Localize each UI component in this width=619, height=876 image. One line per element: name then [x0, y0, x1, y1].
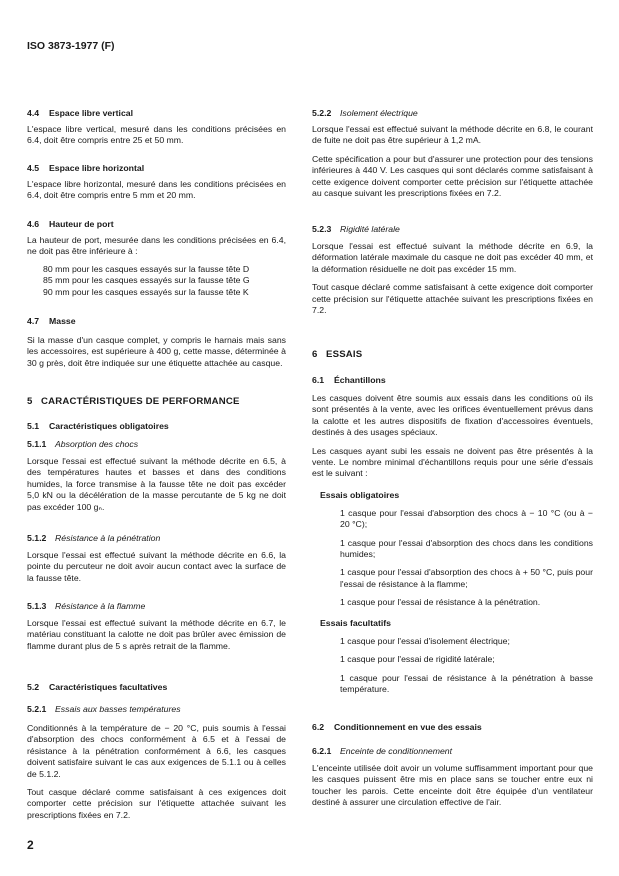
paragraph: Conditionnés à la température de − 20 °C, puis soumis à l'essai d'absorption des chocs conformément à 6.5 et à l'essai de résistance à la pénétration conformément à 6.6, les casques doivent satisfaire suivant le cas aux exigences de 5.1.1 ou à celles de 5.1.2. [27, 723, 286, 779]
section-5-1-2 [27, 533, 286, 584]
section-number: 5.1.2 [27, 533, 47, 543]
section-5-1-1 [27, 439, 286, 513]
section-number: 4.7 [27, 316, 40, 326]
section-title: Isolement électrique [340, 108, 418, 118]
section-number: 4.6 [27, 219, 40, 229]
paragraph: Tout casque déclaré comme satisfaisant à ces exigences doit comporter cette précision sur l'étiquette attachée suivant les prescriptions fixées en 7.2. [27, 787, 286, 820]
section-5-2-1 [27, 704, 286, 821]
section-4-7 [27, 316, 286, 369]
section-4-5 [27, 163, 286, 202]
list-item: 1 casque pour l'essai d'absorption des chocs dans les conditions humides; [340, 537, 593, 560]
section-title: Rigidité latérale [340, 224, 400, 234]
section-number: 5 [27, 396, 33, 407]
list-item: 1 casque pour l'essai d'isolement électrique; [340, 635, 510, 646]
section-title: Absorption des chocs [55, 439, 139, 449]
paragraph: L'enceinte utilisée doit avoir un volume suffisamment important pour que les casques puissent être mis en place sans se toucher entre eux ni toucher les parois. Cette enceinte doit être équipée d'un ventilateur destiné à assurer une circulation effective de l'air. [312, 763, 593, 808]
subheading-mandatory: Essais obligatoires [320, 489, 400, 500]
section-number: 5.2 [27, 682, 40, 692]
list-item: 85 mm pour les casques essayés sur la fausse tête G [43, 275, 250, 286]
section-number: 5.2.1 [27, 704, 47, 714]
section-title: Échantillons [334, 375, 386, 385]
section-number: 4.5 [27, 163, 40, 173]
section-title: Espace libre horizontal [49, 163, 145, 173]
section-5-1-3 [27, 601, 286, 652]
section-6-2-1 [312, 746, 593, 809]
list-item: 1 casque pour l'essai d'absorption des chocs à − 10 °C (ou à − 20 °C); [340, 507, 593, 530]
section-5-2-2 [312, 108, 593, 199]
section-number: 6.2 [312, 722, 325, 732]
list-item: 1 casque pour l'essai d'absorption des chocs à + 50 °C, puis pour l'essai de résistance à la flamme; [340, 567, 593, 589]
section-4-4 [27, 108, 286, 147]
section-title: Espace libre vertical [49, 108, 134, 118]
section-6 [312, 349, 593, 360]
paragraph: Lorsque l'essai est effectué suivant la méthode décrite en 6.6, la pointe du percuteur ne doit avoir aucun contact avec la surface de la fausse tête. [27, 550, 286, 583]
section-4-6 [27, 219, 286, 298]
paragraph: L'espace libre horizontal, mesuré dans les conditions précisées en 6.4, doit être compris entre 5 mm et 20 mm. [27, 179, 286, 201]
paragraph: Lorsque l'essai est effectué suivant la méthode décrite en 6.7, le matériau constituant la calotte ne doit pas brûler avec émission de flamme durant plus de 5 s après retrait de la flamme. [27, 618, 286, 651]
section-title: Masse [49, 316, 76, 326]
paragraph: Lorsque l'essai est effectué suivant la méthode décrite en 6.5, à des températures hautes et basses et dans des conditions humides, la force transmise à la fausse tête ne doit pas excéder 5,0 kN ou la décélération de la masse percutante de 5 kg ne doit pas excéder 100 gₙ. [27, 456, 286, 512]
section-title: CARACTÉRISTIQUES DE PERFORMANCE [41, 396, 240, 407]
list-item: 1 casque pour l'essai de rigidité latérale; [340, 654, 495, 665]
section-title: Hauteur de port [49, 219, 114, 229]
section-number: 6.1 [312, 375, 325, 385]
section-title: ESSAIS [326, 349, 363, 360]
section-title: Résistance à la flamme [55, 601, 146, 611]
section-number: 6 [312, 349, 318, 360]
section-number: 5.1 [27, 421, 40, 431]
paragraph: La hauteur de port, mesurée dans les conditions précisées en 6.4, ne doit pas être inférieure à : [27, 235, 286, 257]
section-6-2 [312, 722, 593, 732]
section-5-2 [27, 682, 286, 692]
section-title: Caractéristiques obligatoires [49, 421, 169, 431]
section-number: 5.2.3 [312, 224, 332, 234]
section-title: Caractéristiques facultatives [49, 682, 168, 692]
section-5-2-3 [312, 224, 593, 316]
list-item: 80 mm pour les casques essayés sur la fausse tête D [43, 263, 250, 274]
list-item: 90 mm pour les casques essayés sur la fausse tête K [43, 286, 249, 297]
subheading-optional: Essais facultatifs [320, 617, 391, 628]
section-number: 5.1.1 [27, 439, 47, 449]
section-number: 5.1.3 [27, 601, 47, 611]
paragraph: Cette spécification a pour but d'assurer une protection pour des tensions inférieures à 440 V. Les casques qui sont déclarés comme satisfaisant à cette exigence doivent comporter cette précision sur l'étiquette attachée au casque suivant les prescriptions fixées en 7.2. [312, 153, 593, 199]
section-number: 6.2.1 [312, 746, 332, 756]
section-title: Essais aux basses températures [55, 704, 181, 714]
list-item: 1 casque pour l'essai de résistance à la pénétration à basse température. [340, 672, 593, 694]
paragraph: Si la masse d'un casque complet, y compris le harnais mais sans les accessoires, est supérieure à 400 g, cette masse, déterminée à 30 g près, doit être indiquée sur une étiquette attachée au casque. [27, 335, 286, 368]
list-item: 1 casque pour l'essai de résistance à la pénétration. [340, 597, 541, 608]
paragraph: Les casques doivent être soumis aux essais dans les conditions où ils sont présentés à la vente, avec les orifices éventuellement prévus dans la calotte et les autres dispositifs de fixation d'accessoires éventuels, destinés à des usages spéciaux. [312, 393, 593, 438]
paragraph: Lorsque l'essai est effectué suivant la méthode décrite en 6.9, la déformation latérale maximale du casque ne doit pas excéder 40 mm, et la déformation résiduelle ne doit pas excéder 15 mm. [312, 241, 593, 274]
paragraph: L'espace libre vertical, mesuré dans les conditions précisées en 6.4, doit être compris entre 25 et 50 mm. [27, 124, 286, 146]
section-title: Résistance à la pénétration [55, 533, 161, 543]
section-title: Enceinte de conditionnement [340, 746, 453, 756]
section-number: 5.2.2 [312, 108, 332, 118]
section-number: 4.4 [27, 108, 40, 118]
paragraph: Lorsque l'essai est effectué suivant la méthode décrite en 6.8, le courant de fuite ne doit pas être supérieur à 1,2 mA. [312, 124, 593, 146]
section-5 [27, 396, 286, 407]
section-title: Conditionnement en vue des essais [334, 722, 482, 732]
section-5-1 [27, 421, 286, 431]
document-header: ISO 3873-1977 (F) [27, 40, 115, 52]
page-number: 2 [27, 838, 34, 852]
paragraph: Les casques ayant subi les essais ne doivent pas être présentés à la vente. Le nombre minimal d'échantillons requis pour une série d'essais est le suivant : [312, 445, 593, 479]
paragraph: Tout casque déclaré comme satisfaisant à cette exigence doit comporter cette précision sur l'étiquette attachée suivant les prescriptions fixées en 7.2. [312, 282, 593, 316]
section-6-1 [312, 375, 593, 695]
